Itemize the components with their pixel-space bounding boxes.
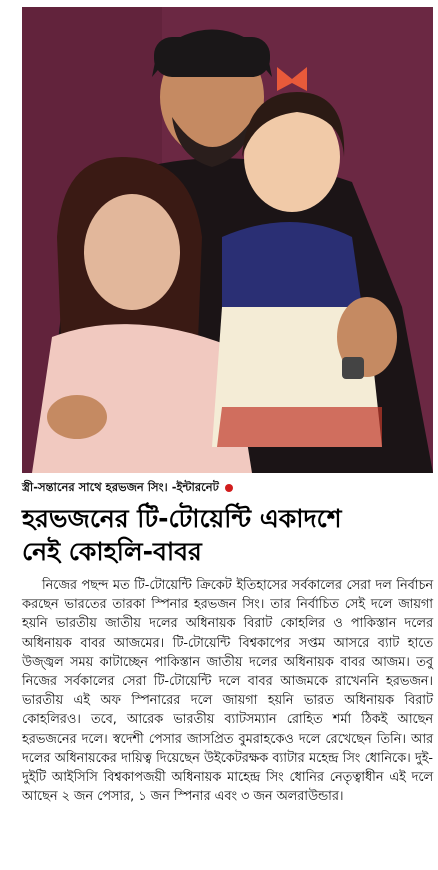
caption-bullet-icon [225, 484, 233, 492]
headline-line-2: নেই কোহলি-বাবর [22, 537, 202, 566]
family-photo [22, 7, 433, 473]
caption-text: স্ত্রী-সন্তানের সাথে হরভজন সিং। -ইন্টারনেট [22, 480, 219, 494]
headline-line-1: হরভজনের টি-টোয়েন্টি একাদশে [22, 504, 342, 533]
article-headline [22, 502, 433, 568]
photo-illustration [22, 7, 433, 473]
photo-caption [22, 476, 433, 498]
article-body: নিজের পছন্দ মত টি-টোয়েন্টি ক্রিকেট ইতিহাসের সর্বকালের সেরা দল নির্বাচন করছেন ভারতের তারকা স্পিনার হরভজন সিং। তার নির্বাচিত সেই দলে জায়গা হয়নি ভারতীয় জাতীয় দলের অধিনায়ক বিরাট কোহলির ও পাকিস্তান দলের অধিনায়ক বাবর আজমের। টি-টোয়েন্টি বিশ্বকাপের সপ্তম আসরে ব্যাট হাতে উজ্জ্বল সময় কাটাচ্ছেন পাকিস্তান জাতীয় দলের অধিনায়ক বাবর আজম। তবু নিজের সর্বকালের সেরা টি-টোয়েন্টি দলে বাবর আজমকে রাখেননি হরভজন। ভারতীয় এই অফ স্পিনারের দলে জায়গা হয়নি ভারত অধিনায়ক বিরাট কোহলিরও। তবে, আরেক ভারতীয় ব্যাটসম্যান রোহিত শর্মা ঠিকই আছেন হরভজনের দলে। স্বদেশী পেসার জাসপ্রিত বুমরাহকেও দলে রেখেছেন তিনি। আর দলের অধিনায়কের দায়িত্ব দিয়েছেন উইকেটরক্ষক ব্যাটার মহেন্দ্র সিং ধোনিকে। দুই-দুইটি আইসিসি বিশ্বকাপজয়ী অধিনায়ক মাহেন্দ্র সিং ধোনির নেতৃত্বাধীন এই দলে আছেন ২ জন পেসার, ১ জন স্পিনার এবং ৩ জন অলরাউন্ডার। [22, 578, 433, 805]
